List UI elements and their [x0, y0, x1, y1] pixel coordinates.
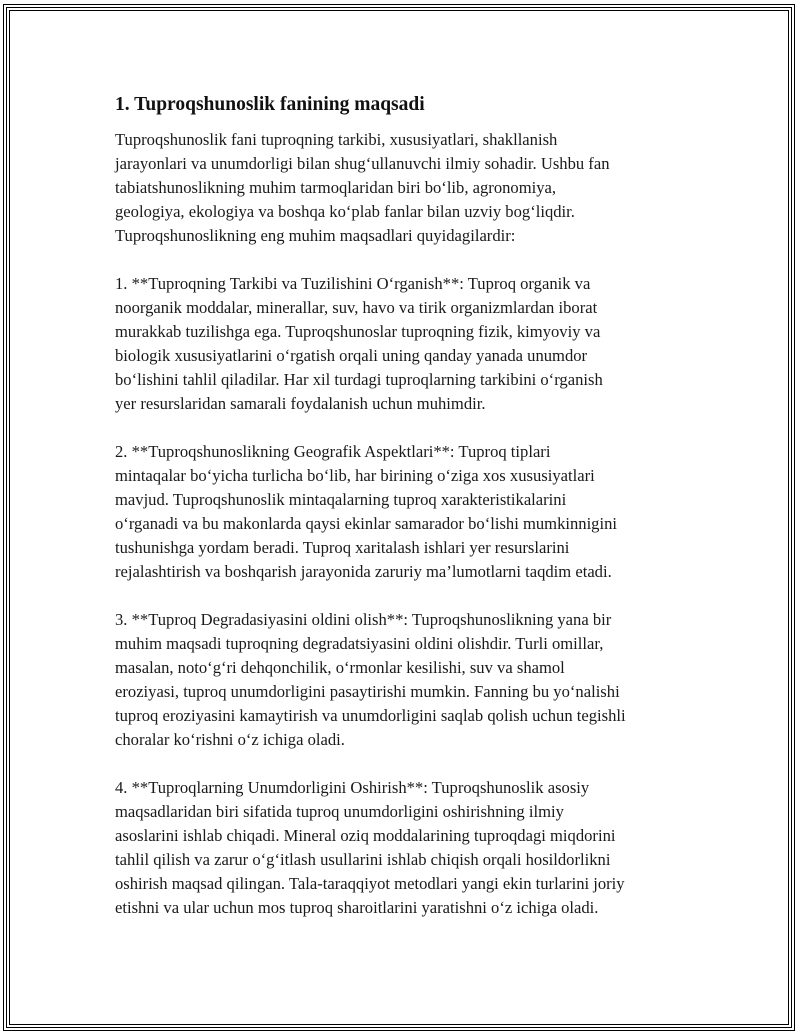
text-line: tushunishga yordam beradi. Tuproq xaritalash ishlari yer resurslarini [115, 538, 570, 557]
intro-paragraph [115, 128, 700, 248]
list-item-paragraph-1 [115, 272, 700, 416]
text-line: 1. **Tuproqning Tarkibi va Tuzilishini O‘rganish**: Tuproq organik va [115, 274, 591, 293]
text-line: mintaqalar bo‘yicha turlicha bo‘lib, har birining o‘ziga xos xususiyatlari [115, 466, 595, 485]
text-line: noorganik moddalar, minerallar, suv, havo va tirik organizmlardan iborat [115, 298, 598, 317]
text-line: yer resurslaridan samarali foydalanish uchun muhimdir. [115, 394, 486, 413]
text-line: Tuproqshunoslikning eng muhim maqsadlari quyidagilardir: [115, 226, 516, 245]
list-item-paragraph-2 [115, 440, 700, 584]
text-line: tuproq eroziyasini kamaytirish va unumdorligini saqlab qolish uchun tegishli [115, 706, 626, 725]
text-line: etishni va ular uchun mos tuproq sharoitlarini yaratishni o‘z ichiga oladi. [115, 898, 599, 917]
list-item-paragraph-4 [115, 776, 700, 920]
text-line: geologiya, ekologiya va boshqa ko‘plab fanlar bilan uzviy bog‘liqdir. [115, 202, 575, 221]
text-line: tahlil qilish va zarur o‘g‘itlash usullarini ishlab chiqish orqali hosildorlikni [115, 850, 611, 869]
document-body [115, 92, 700, 944]
section-heading: 1. Tuproqshunoslik fanining maqsadi [115, 94, 425, 115]
text-line: tabiatshunoslikning muhim tarmoqlaridan biri bo‘lib, agronomiya, [115, 178, 557, 197]
text-line: biologik xususiyatlarini o‘rgatish orqali uning qanday yanada unumdor [115, 346, 588, 365]
text-line: o‘rganadi va bu makonlarda qaysi ekinlar samarador bo‘lishi mumkinnigini [115, 514, 617, 533]
text-line: choralar ko‘rishni o‘z ichiga oladi. [115, 730, 345, 749]
text-line: eroziyasi, tuproq unumdorligini pasaytirishi mumkin. Fanning bu yo‘nalishi [115, 682, 620, 701]
text-line: maqsadlaridan biri sifatida tuproq unumdorligini oshirishning ilmiy [115, 802, 564, 821]
text-line: masalan, noto‘g‘ri dehqonchilik, o‘rmonlar kesilishi, suv va shamol [115, 658, 565, 677]
text-line: jarayonlari va unumdorligi bilan shug‘ullanuvchi ilmiy sohadir. Ushbu fan [115, 154, 610, 173]
list-item-paragraph-3 [115, 608, 700, 752]
text-line: mavjud. Tuproqshunoslik mintaqalarning tuproq xarakteristikalarini [115, 490, 567, 509]
text-line: muhim maqsadi tuproqning degradatsiyasini oldini olishdir. Turli omillar, [115, 634, 604, 653]
text-line: 4. **Tuproqlarning Unumdorligini Oshirish**: Tuproqshunoslik asosiy [115, 778, 590, 797]
text-line: rejalashtirish va boshqarish jarayonida zaruriy ma’lumotlarni taqdim etadi. [115, 562, 612, 581]
text-line: oshirish maqsad qilingan. Tala-taraqqiyot metodlari yangi ekin turlarini joriy [115, 874, 625, 893]
text-line: 3. **Tuproq Degradasiyasini oldini olish**: Tuproqshunoslikning yana bir [115, 610, 612, 629]
text-line: murakkab tuzilishga ega. Tuproqshunoslar tuproqning fizik, kimyoviy va [115, 322, 601, 341]
text-line: bo‘lishini tahlil qiladilar. Har xil turdagi tuproqlarning tarkibini o‘rganish [115, 370, 603, 389]
text-line: asoslarini ishlab chiqadi. Mineral oziq moddalarining tuproqdagi miqdorini [115, 826, 616, 845]
text-line: Tuproqshunoslik fani tuproqning tarkibi, xususiyatlari, shakllanish [115, 130, 558, 149]
text-line: 2. **Tuproqshunoslikning Geografik Aspektlari**: Tuproq tiplari [115, 442, 551, 461]
